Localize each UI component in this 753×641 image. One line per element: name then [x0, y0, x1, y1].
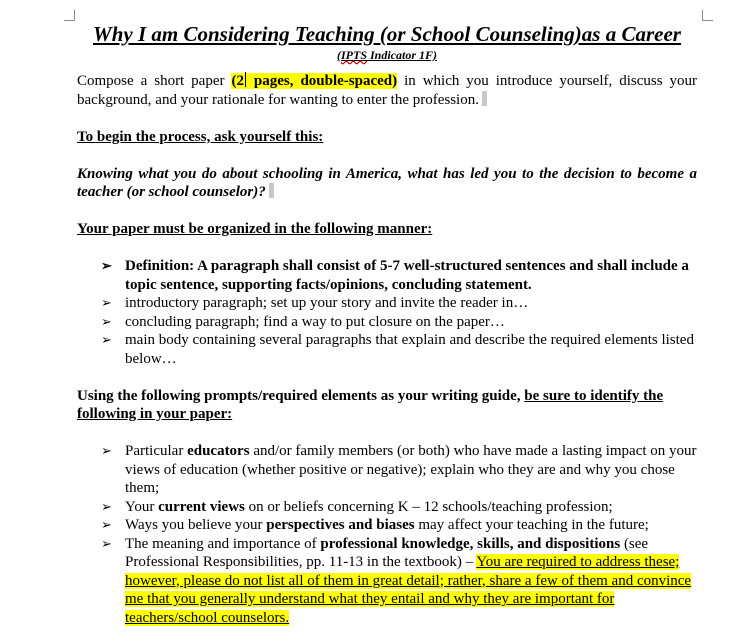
- arrow-bullet-icon: ➢: [101, 535, 112, 551]
- crop-mark-top-right: [702, 10, 713, 21]
- begin-heading: To begin the process, ask yourself this:: [77, 128, 324, 145]
- prompts-heading: Using the following prompts/required elements as your writing guide, be sure to identify the following in your paper:: [77, 387, 664, 422]
- crop-mark-top-left: [64, 10, 75, 21]
- organization-list: [77, 257, 697, 368]
- paragraph-mark: [482, 91, 487, 106]
- list-item: ➢ Particular educators and/or family members (or both) who have made a lasting impact on your views of education (whether positive or negative); explain who they are and why you chose them;: [101, 443, 697, 496]
- paragraph-mark: [269, 183, 274, 198]
- spellcheck-underline: IPTS: [340, 48, 367, 62]
- arrow-bullet-icon: ➢: [101, 517, 112, 532]
- highlighted-requirement: You are required to address these; however, please do not list all of them in great detail; rather, share a few of them and convince me that you generally understand what they entail and why they are important for teachers/school counselors.: [125, 554, 692, 626]
- intro-paragraph: Compose a short paper (2 pages, double-spaced) in which you introduce yourself, discuss your background, and your rationale for wanting to enter the profession.: [77, 73, 697, 108]
- arrow-bullet-icon: ➢: [101, 332, 112, 347]
- text-cursor: [245, 72, 246, 87]
- list-item: ➢ Ways you believe your perspectives and biases may affect your teaching in the future;: [101, 517, 649, 533]
- document-page[interactable]: [77, 20, 697, 627]
- document-title: Why I am Considering Teaching (or School Counseling)as a Career: [93, 22, 681, 46]
- list-item: ➢ The meaning and importance of professional knowledge, skills, and dispositions (see Professional Responsibilities, pp. 11-13 in the textbook) – You are required to address these; however, please do not list all of them in great detail; rather, share a few of them and convince me that you generally understand what they entail and why they are important for teachers/school counselors.: [101, 535, 692, 626]
- list-item: ➢ Your current views on or beliefs concerning K – 12 schools/teaching profession;: [101, 498, 613, 515]
- list-item: ➢ Definition: A paragraph shall consist of 5-7 well-structured sentences and shall include a topic sentence, supporting facts/opinions, concluding statement.: [101, 258, 689, 293]
- arrow-bullet-icon: ➢: [101, 258, 112, 273]
- guiding-question: Knowing what you do about schooling in America, what has led you to the decision to become a teacher (or school counselor)?: [77, 165, 697, 200]
- organized-heading: Your paper must be organized in the following manner:: [77, 221, 433, 237]
- document-subtitle: (IPTS Indicator 1F): [336, 48, 438, 62]
- arrow-bullet-icon: ➢: [101, 498, 112, 514]
- list-item: ➢ main body containing several paragraphs that explain and describe the required elements listed below…: [101, 332, 694, 367]
- highlighted-length: (2 pages, double-spaced): [231, 73, 398, 89]
- arrow-bullet-icon: ➢: [101, 443, 112, 458]
- list-item: ➢ concluding paragraph; find a way to put closure on the paper…: [101, 313, 505, 330]
- arrow-bullet-icon: ➢: [101, 295, 112, 310]
- list-item: ➢ introductory paragraph; set up your story and invite the reader in…: [101, 295, 529, 311]
- prompts-list: [77, 442, 697, 627]
- arrow-bullet-icon: ➢: [101, 313, 112, 329]
